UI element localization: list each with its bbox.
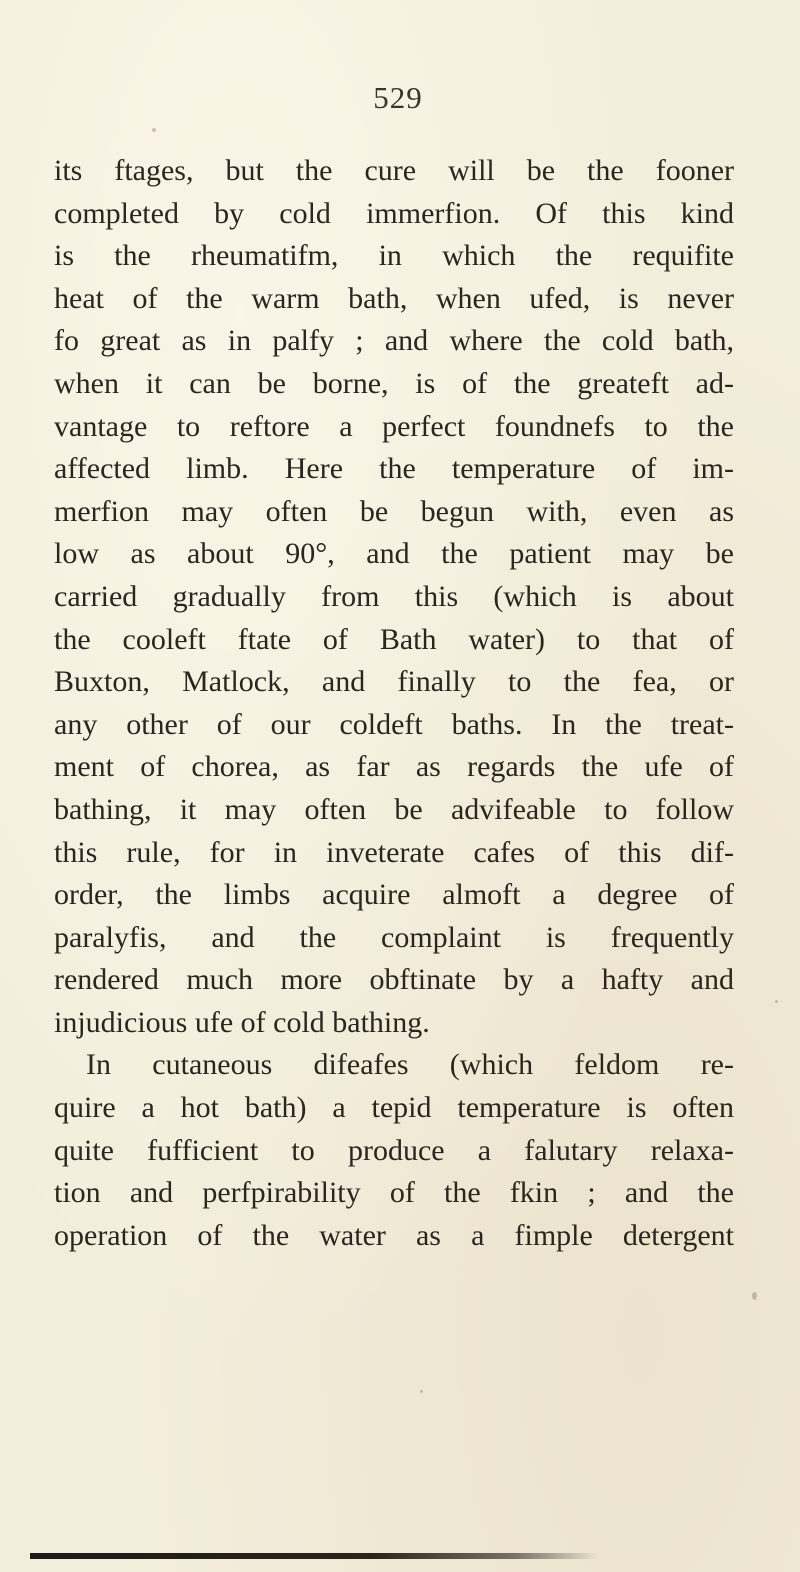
paper-speck — [752, 1292, 757, 1300]
text-line: operation of the water as a fimple detergent — [54, 1218, 734, 1252]
paragraph-first-line: In cutaneous difeafes (which feldom re- — [86, 1048, 734, 1082]
body-text — [54, 150, 734, 1257]
text-line: order, the limbs acquire almoft a degree of — [54, 878, 734, 912]
text-line: quite fufficient to produce a falutary relaxa- — [54, 1133, 734, 1167]
paper-speck — [775, 1000, 778, 1003]
text-line: Buxton, Matlock, and finally to the fea, or — [54, 665, 734, 699]
text-line: its ftages, but the cure will be the fooner — [54, 154, 734, 187]
text-line: quire a hot bath) a tepid temperature is often — [54, 1091, 734, 1125]
text-line: paralyfis, and the complaint is frequently — [54, 920, 734, 954]
text-line: completed by cold immerfion. Of this kind — [54, 196, 734, 230]
text-line: is the rheumatifm, in which the requifite — [54, 239, 734, 273]
text-line: vantage to reftore a perfect foundnefs to the — [54, 409, 734, 443]
text-line: the cooleft ftate of Bath water) to that of — [54, 622, 734, 656]
bottom-edge-mark — [30, 1553, 600, 1559]
text-line: merfion may often be begun with, even as — [54, 494, 734, 528]
text-line: ment of chorea, as far as regards the ufe of — [54, 750, 734, 784]
paper-speck — [420, 1390, 423, 1393]
text-line: any other of our coldeft baths. In the treat- — [54, 707, 734, 741]
text-line: injudicious ufe of cold bathing. — [54, 1005, 430, 1039]
text-line: carried gradually from this (which is about — [54, 579, 734, 613]
page-number: 529 — [373, 80, 423, 115]
text-line: rendered much more obftinate by a hafty and — [54, 963, 734, 997]
paper-speck — [152, 128, 156, 132]
text-line: low as about 90°, and the patient may be — [54, 537, 734, 571]
text-line: bathing, it may often be advifeable to follow — [54, 792, 734, 826]
text-line: fo great as in palfy ; and where the cold bath, — [54, 324, 734, 358]
text-line: tion and perfpirability of the fkin ; and the — [54, 1176, 734, 1210]
text-line: this rule, for in inveterate cafes of this dif- — [54, 835, 734, 869]
text-line: affected limb. Here the temperature of im- — [54, 452, 734, 486]
text-line: when it can be borne, is of the greateft ad- — [54, 366, 734, 400]
text-line: heat of the warm bath, when ufed, is never — [54, 281, 734, 315]
